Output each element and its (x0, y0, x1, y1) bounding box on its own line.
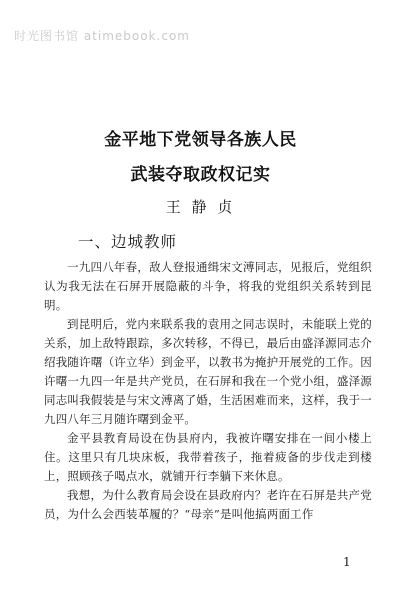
body-text (44, 258, 372, 524)
paragraph-2: 到昆明后，党内来联系我的袁用之同志误时，未能联上党的关系，加上敌特跟踪，多次转移，不得已，最后由盛泽源同志介绍我随许曙（许立华）到金平，以教书为掩护开展党的工作。因许曙一九四一年是共产党员，在石屏和我在一个党小组，盛泽源同志叫我假装是与宋文溥离了婚，生活困难而来，这样，我于一九四八年三月随许曙到金平。 (44, 317, 372, 426)
article-title-line-1: 金平地下党领导各族人民 (104, 130, 297, 150)
page-number: 1 (343, 555, 351, 569)
paragraph-1: 一九四八年春，敌人登报通缉宋文溥同志，见报后，党组织认为我无法在石屏开展隐蔽的斗争，将我的党组织关系转到昆明。 (44, 260, 372, 312)
article-title-line-2: 武装夺取政权记实 (130, 165, 271, 185)
paragraph-4: 我想，为什么教育局会设在县政府内？老许在石屏是共产党员，为什么会西装革履的？“母亲”是叫他搞两面工作 (44, 488, 372, 521)
paragraph-3: 金平县教育局设在伪县府内，我被许曙安排在一间小楼上住。这里只有几块床板，我带着孩子，拖着疲备的步伐走到楼上，照顾孩子喝点水，就铺开行李躺下来休息。 (44, 431, 372, 483)
author-name: 王 静 贞 (165, 198, 236, 216)
section-heading: 一、边城教师 (78, 233, 178, 251)
watermark: 时光图书馆 atimebook.com (14, 29, 190, 43)
